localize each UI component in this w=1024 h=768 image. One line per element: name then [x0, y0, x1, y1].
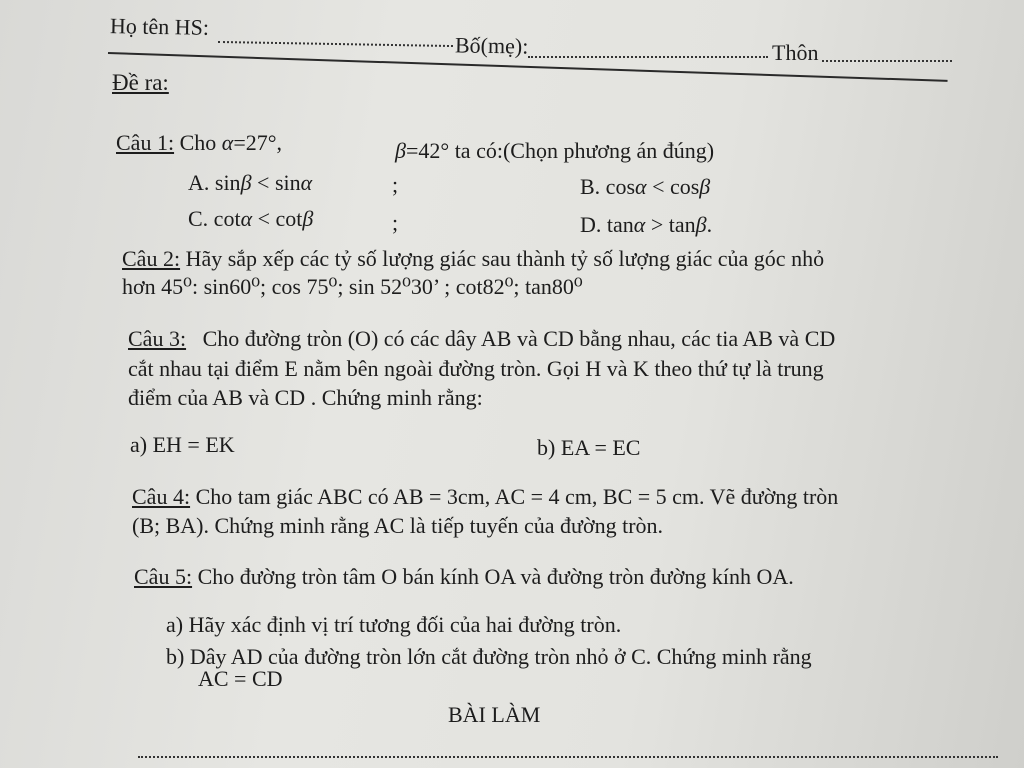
question-3-label: Câu 3:	[128, 326, 187, 351]
q1-beta: β	[395, 138, 406, 163]
q3-part-b: b) EA = EC	[537, 435, 641, 460]
question-1-beta	[395, 138, 714, 164]
question-2-label: Câu 2:	[122, 246, 181, 271]
student-name-blank[interactable]	[218, 41, 453, 47]
q5-part-a: a) Hãy xác định vị trí tương đối của hai đường tròn.	[166, 612, 622, 637]
q1-alpha-val: =27°,	[233, 130, 283, 155]
parent-name-label: Bố(mẹ):	[454, 32, 529, 59]
answer-section-title: BÀI LÀM	[448, 702, 541, 727]
q1-option-c-sep: ;	[392, 210, 399, 235]
student-name-label: Họ tên HS:	[109, 13, 210, 40]
parent-name-blank[interactable]	[528, 56, 768, 58]
q5-text-1: Cho đường tròn tâm O bán kính OA và đường tròn đường kính OA.	[197, 564, 794, 589]
question-4-line-2: (B; BA). Chứng minh rằng AC là tiếp tuyến của đường tròn.	[132, 513, 664, 538]
question-1-label: Câu 1:	[116, 130, 175, 155]
village-label: Thôn	[772, 40, 819, 65]
q1-option-b: B. cosα < cosβ	[580, 174, 711, 199]
q5-part-b-cont: AC = CD	[198, 666, 283, 691]
question-4-line-1	[132, 484, 838, 510]
question-2-line-2: hơn 45⁰: sin60⁰; cos 75⁰; sin 52⁰30’ ; cot82⁰; tan80⁰	[122, 274, 583, 299]
question-1	[116, 130, 282, 156]
q3-part-a: a) EH = EK	[130, 432, 235, 457]
q5-part-b: b) Dây AD của đường tròn lớn cắt đường tròn nhỏ ở C. Chứng minh rằng	[166, 644, 812, 669]
q1-tail: ta có:(Chọn phương án đúng)	[454, 138, 715, 163]
question-5-line-1	[134, 564, 794, 590]
q4-text-1: Cho tam giác ABC có AB = 3cm, AC = 4 cm, BC = 5 cm. Vẽ đường tròn	[195, 484, 839, 509]
question-5-label: Câu 5:	[134, 564, 193, 589]
village-blank[interactable]	[822, 60, 952, 62]
q1-alpha: α	[221, 130, 234, 155]
q1-cho: Cho	[179, 130, 217, 155]
question-3-line-3: điểm của AB và CD . Chứng minh rằng:	[128, 385, 483, 410]
q1-option-a: A. sinβ < sinα	[188, 170, 313, 195]
question-4-label: Câu 4:	[132, 484, 191, 509]
answer-line[interactable]	[138, 756, 998, 758]
q1-option-d: D. tanα > tanβ.	[580, 212, 713, 237]
q1-option-a-sep: ;	[392, 172, 399, 197]
exam-title: Đề ra:	[112, 70, 169, 95]
question-3-line-2: cắt nhau tại điểm E nằm bên ngoài đường tròn. Gọi H và K theo thứ tự là trung	[128, 356, 824, 381]
q2-text-1: Hãy sắp xếp các tỷ số lượng giác sau thành tỷ số lượng giác của góc nhỏ	[185, 246, 825, 271]
q3-text-1: Cho đường tròn (O) có các dây AB và CD bằng nhau, các tia AB và CD	[202, 326, 836, 351]
question-3-line-1	[128, 326, 835, 352]
q1-beta-val: =42°	[405, 138, 450, 163]
q1-option-c: C. cotα < cotβ	[188, 206, 314, 231]
question-2-line-1	[122, 246, 824, 272]
